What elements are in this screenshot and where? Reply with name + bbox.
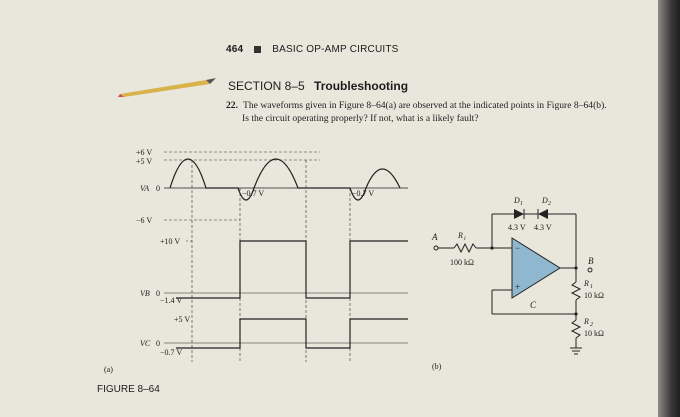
vc-bottom-label: −0.7 V: [160, 348, 183, 357]
va-bottom-label: −6 V: [136, 216, 153, 225]
node-b-label: B: [588, 256, 594, 266]
section-heading: [228, 79, 408, 93]
section-label: SECTION 8–5: [228, 79, 305, 93]
d1-rating: 4.3 V: [508, 223, 526, 232]
vc-label: VC: [140, 339, 151, 348]
vb-zero: 0: [156, 289, 160, 298]
header-square-icon: [254, 46, 261, 53]
op-amp-minus: −: [515, 243, 521, 253]
figure-part-b: (b): [432, 362, 442, 371]
vb-bottom-label: −1.4 V: [160, 296, 183, 305]
chapter-title: BASIC OP-AMP CIRCUITS: [272, 44, 399, 55]
figure-caption: FIGURE 8–64: [97, 384, 160, 395]
d1-sub: 1: [520, 201, 523, 207]
book-spine-shadow: [658, 0, 680, 417]
vb-top-label: +10 V: [160, 237, 181, 246]
r2-sub: 2: [590, 322, 593, 328]
d2-label: D: [542, 196, 548, 205]
r1-resistor: [572, 282, 580, 300]
va-top2-label: +5 V: [136, 157, 153, 166]
r2-label: R: [584, 317, 589, 326]
circuit-diagram: [430, 190, 630, 370]
node-a-label: A: [432, 232, 438, 242]
va-zero: 0: [156, 184, 160, 193]
problem-line-1: The waveforms given in Figure 8–64(a) are observed at the indicated points in Figure 8–64(b).: [243, 100, 607, 111]
va-top1-label: +6 V: [136, 148, 153, 157]
r1-value: 10 kΩ: [584, 291, 604, 300]
page-header: [226, 44, 399, 55]
d1-label: D: [514, 196, 520, 205]
problem-22: [226, 99, 656, 125]
input-resistor: [454, 244, 476, 252]
va-clip-note-2: −0.7 V: [352, 189, 375, 198]
node-a-terminal: [434, 246, 438, 250]
vb-waveform: [176, 241, 408, 298]
ri-label: R: [458, 231, 463, 240]
d2-rating: 4.3 V: [534, 223, 552, 232]
d2-sub: 2: [548, 201, 551, 207]
node-b-terminal: [588, 268, 592, 272]
r1-label: R: [584, 279, 589, 288]
ri-sub: i: [464, 236, 466, 242]
va-clip-note: −0.7 V: [242, 189, 265, 198]
problem-line-2: Is the circuit operating properly? If not, what is a likely fault?: [242, 113, 479, 124]
section-title: Troubleshooting: [314, 79, 409, 93]
op-amp-plus: +: [515, 282, 521, 292]
problem-number: 22.: [226, 100, 238, 111]
r1-sub: 1: [590, 284, 593, 290]
waveform-figure: [104, 140, 420, 380]
vc-top-label: +5 V: [174, 315, 191, 324]
vc-zero: 0: [156, 339, 160, 348]
figure-part-a: (a): [104, 365, 113, 374]
node-c-label: C: [530, 300, 537, 310]
d1-diode-icon: [514, 209, 524, 219]
pencil-icon: [118, 76, 218, 98]
ground-icon: [570, 348, 582, 354]
ri-value: 100 kΩ: [450, 258, 474, 267]
page-number: 464: [226, 44, 244, 55]
vb-label: VB: [140, 289, 150, 298]
va-label: VA: [140, 184, 150, 193]
vc-waveform: [176, 319, 408, 348]
r2-resistor: [572, 320, 580, 338]
d2-diode-icon: [538, 209, 548, 219]
r2-value: 10 kΩ: [584, 329, 604, 338]
